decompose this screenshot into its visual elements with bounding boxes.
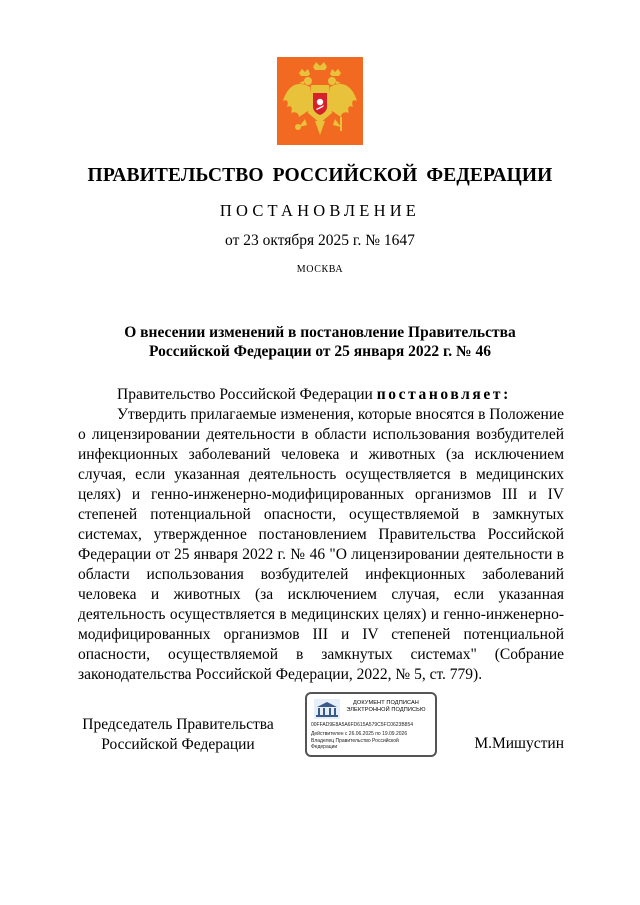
intro-action: постановляет: [376, 386, 511, 403]
intro-text: Правительство Российской Федерации [117, 386, 377, 403]
subject-line-1: О внесении изменений в постановление Правительства [124, 324, 516, 341]
document-city: МОСКВА [296, 264, 344, 275]
signer-name: М.Мишустин [474, 735, 564, 752]
stamp-title [337, 700, 435, 714]
stamp-certificate: 00FFAD9E8A5A6FD615A579C5FC0623B854 [311, 722, 414, 728]
signer-position [78, 715, 278, 755]
stamp-title-line-1: ДОКУМЕНТ ПОДПИСАН [353, 700, 419, 706]
document-body [78, 385, 564, 685]
signer-position-line-1: Председатель Правительства [82, 716, 274, 733]
signer-position-line-2: Российской Федерации [101, 736, 255, 753]
subject-line-2: Российской Федерации от 25 января 2022 г. № 46 [149, 343, 491, 360]
stamp-validity: Действителен с 26.06.2025 по 19.09.2026 [311, 731, 408, 737]
stamp-owner-line-2: Федерации [311, 744, 338, 750]
russian-coat-of-arms-icon [277, 57, 363, 145]
electronic-signature-stamp [305, 692, 437, 757]
stamp-owner-line-1: Владелец Правительство Российской [311, 738, 399, 744]
document-type: ПОСТАНОВЛЕНИЕ [219, 201, 421, 220]
intro-paragraph [78, 385, 564, 405]
main-paragraph: Утвердить прилагаемые изменения, которые вносятся в Положение о лицензировании деятельности в области использования возбудителей инфекционных заболеваний человека и животных (за исключением случая, если указанная деятельность осуществляется в медицинских целях) и генно-инженерно-модифицированных организмов III и IV степеней потенциальной опасности, осуществляемой в замкнутых системах, утвержденное постановлением Правительства Российской Федерации от 25 января 2022 г. № 46 "О лицензировании деятельности в области использования возбудителей инфекционных заболеваний человека и животных (за исключением случая, если указанная деятельность осуществляется в медицинских целях) и генно-инженерно-модифицированных организмов III и IV степеней потенциальной опасности, осуществляемой в замкнутых системах" (Собрание законодательства Российской Федерации, 2022, № 5, ст. 779). [78, 406, 564, 683]
government-title: ПРАВИТЕЛЬСТВО РОССИЙСКОЙ ФЕДЕРАЦИИ [87, 165, 553, 186]
stamp-title-line-2: ЭЛЕКТРОННОЙ ПОДПИСЬЮ [346, 707, 426, 713]
document-date-number: от 23 октября 2025 г. № 1647 [225, 232, 415, 249]
document-subject [0, 323, 640, 361]
